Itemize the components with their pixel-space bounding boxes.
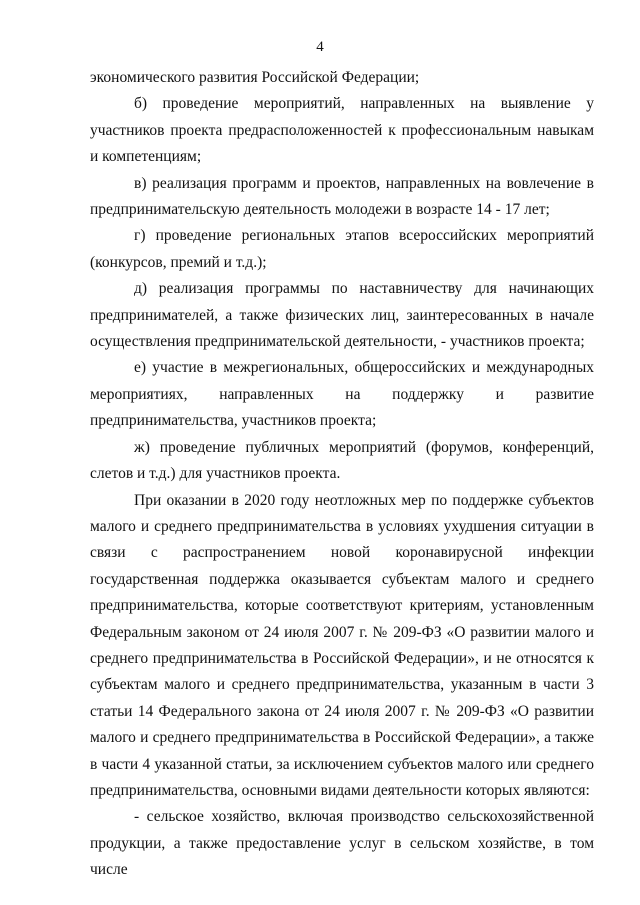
paragraph: - сельское хозяйство, включая производство сельскохозяйственной продукции, а также предоставление услуг в сельском хозяйстве, в том числе — [90, 808, 594, 879]
paragraph: экономического развития Российской Федерации; — [90, 69, 420, 86]
page-number: 4 — [316, 39, 324, 55]
paragraph: ж) проведение публичных мероприятий (форумов, конференций, слетов и т.д.) для участников проекта. — [90, 438, 594, 483]
paragraph: г) проведение региональных этапов всероссийских мероприятий (конкурсов, премий и т.д.); — [90, 227, 594, 271]
paragraph: При оказании в 2020 году неотложных мер по поддержке субъектов малого и среднего предпринимательства в условиях ухудшения ситуации в связи с распространением новой коронавирусной инфекции государственная поддержка оказывается субъектам малого и среднего предпринимательства, которые соответствуют критериям, установленным Федеральным законом от 24 июля 2007 г. № 209-ФЗ «О развитии малого и среднего предпринимательства в Российской Федерации», и не относятся к субъектам малого и среднего предпринимательства, указанным в части 3 статьи 14 Федерального закона от 24 июля 2007 г. № 209-ФЗ «О развитии малого и среднего предпринимательства в Российской Федерации», а также в части 4 указанной статьи, за исключением субъектов малого или среднего предпринимательства, основными видами деятельности которых являются: — [90, 491, 594, 799]
paragraph: в) реализация программ и проектов, направленных на вовлечение в предпринимательскую деятельность молодежи в возрасте 14 - 17 лет; — [90, 174, 594, 219]
document-body — [90, 65, 594, 884]
paragraph: д) реализация программы по наставничеству для начинающих предпринимателей, а также физических лиц, заинтересованных в начале осуществления предпринимательской деятельности, - участников проекта; — [90, 280, 594, 351]
paragraph: е) участие в межрегиональных, общероссийских и международных мероприятиях, направленных на поддержку и развитие предпринимательства, участников проекта; — [90, 359, 594, 430]
paragraph: б) проведение мероприятий, направленных на выявление у участников проекта предрасположенностей к профессиональным навыкам и компетенциям; — [90, 95, 594, 166]
